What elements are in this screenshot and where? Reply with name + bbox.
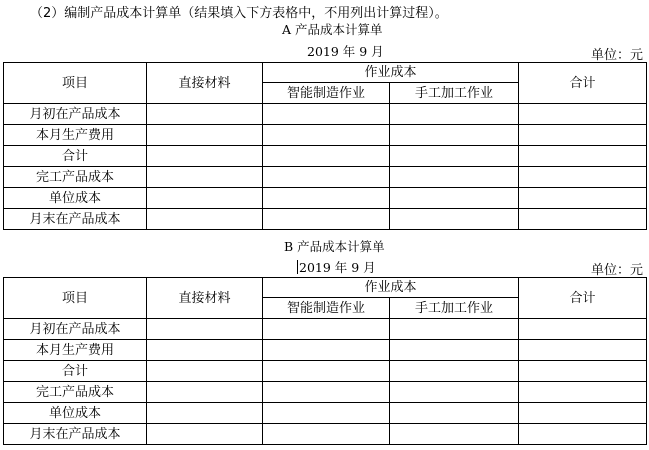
input-cell[interactable]	[263, 382, 390, 403]
input-cell[interactable]	[147, 340, 263, 361]
input-cell[interactable]	[147, 167, 263, 188]
input-cell[interactable]	[263, 319, 390, 340]
row-label: 单位成本	[4, 403, 147, 424]
input-cell[interactable]	[390, 167, 519, 188]
header-operation-cost: 作业成本	[263, 278, 519, 298]
input-cell[interactable]	[390, 424, 519, 445]
table-b-title: B 产品成本计算单	[284, 239, 385, 254]
input-cell[interactable]	[263, 167, 390, 188]
input-cell[interactable]	[263, 125, 390, 146]
table-b-unit: 单位：元	[591, 263, 644, 278]
header-total: 合计	[519, 278, 647, 319]
input-cell[interactable]	[390, 146, 519, 167]
input-cell[interactable]	[519, 125, 647, 146]
input-cell[interactable]	[390, 209, 519, 230]
input-cell[interactable]	[390, 188, 519, 209]
input-cell[interactable]	[390, 319, 519, 340]
input-cell[interactable]	[519, 104, 647, 125]
input-cell[interactable]	[147, 403, 263, 424]
table-row	[4, 361, 647, 382]
header-item: 项目	[4, 63, 147, 104]
table-row	[4, 146, 647, 167]
header-total: 合计	[519, 63, 647, 104]
table-row	[4, 319, 647, 340]
input-cell[interactable]	[263, 188, 390, 209]
table-a	[3, 62, 647, 230]
instruction-text: （2）编制产品成本计算单（结果填入下方表格中，不用列出计算过程）。	[30, 6, 448, 21]
input-cell[interactable]	[519, 209, 647, 230]
table-row	[4, 188, 647, 209]
input-cell[interactable]	[519, 424, 647, 445]
header-smart-manufacturing: 智能制造作业	[263, 83, 390, 104]
row-label: 单位成本	[4, 188, 147, 209]
input-cell[interactable]	[263, 340, 390, 361]
input-cell[interactable]	[147, 424, 263, 445]
input-cell[interactable]	[147, 188, 263, 209]
header-direct-materials: 直接材料	[147, 63, 263, 104]
row-label: 月初在产品成本	[4, 104, 147, 125]
input-cell[interactable]	[147, 319, 263, 340]
row-label: 本月生产费用	[4, 340, 147, 361]
text-cursor	[297, 260, 298, 274]
input-cell[interactable]	[390, 340, 519, 361]
table-b-date	[297, 258, 376, 276]
row-label: 完工产品成本	[4, 167, 147, 188]
row-label: 本月生产费用	[4, 125, 147, 146]
header-item: 项目	[4, 278, 147, 319]
input-cell[interactable]	[147, 104, 263, 125]
input-cell[interactable]	[519, 319, 647, 340]
header-manual-processing: 手工加工作业	[390, 298, 519, 319]
header-direct-materials: 直接材料	[147, 278, 263, 319]
input-cell[interactable]	[147, 382, 263, 403]
input-cell[interactable]	[147, 361, 263, 382]
input-cell[interactable]	[519, 167, 647, 188]
header-smart-manufacturing: 智能制造作业	[263, 298, 390, 319]
table-a-date: 2019 年 9 月	[307, 44, 384, 59]
input-cell[interactable]	[147, 209, 263, 230]
input-cell[interactable]	[390, 403, 519, 424]
input-cell[interactable]	[263, 209, 390, 230]
input-cell[interactable]	[519, 382, 647, 403]
table-row	[4, 125, 647, 146]
input-cell[interactable]	[519, 403, 647, 424]
table-row	[4, 167, 647, 188]
input-cell[interactable]	[147, 146, 263, 167]
input-cell[interactable]	[390, 104, 519, 125]
row-label: 合计	[4, 146, 147, 167]
table-b-date-text: 2019 年 9 月	[299, 260, 376, 275]
input-cell[interactable]	[390, 125, 519, 146]
input-cell[interactable]	[519, 340, 647, 361]
row-label: 月初在产品成本	[4, 319, 147, 340]
input-cell[interactable]	[263, 104, 390, 125]
input-cell[interactable]	[519, 146, 647, 167]
table-b	[3, 277, 647, 445]
input-cell[interactable]	[519, 361, 647, 382]
row-label: 完工产品成本	[4, 382, 147, 403]
row-label: 月末在产品成本	[4, 424, 147, 445]
input-cell[interactable]	[390, 382, 519, 403]
row-label: 月末在产品成本	[4, 209, 147, 230]
table-row	[4, 403, 647, 424]
table-a-title: A 产品成本计算单	[282, 22, 383, 37]
table-row	[4, 382, 647, 403]
table-row	[4, 424, 647, 445]
table-row	[4, 340, 647, 361]
row-label: 合计	[4, 361, 147, 382]
table-row	[4, 209, 647, 230]
input-cell[interactable]	[263, 361, 390, 382]
input-cell[interactable]	[519, 188, 647, 209]
table-row	[4, 104, 647, 125]
input-cell[interactable]	[390, 361, 519, 382]
header-operation-cost: 作业成本	[263, 63, 519, 83]
input-cell[interactable]	[263, 403, 390, 424]
input-cell[interactable]	[147, 125, 263, 146]
table-a-unit: 单位：元	[591, 48, 644, 63]
input-cell[interactable]	[263, 146, 390, 167]
input-cell[interactable]	[263, 424, 390, 445]
header-manual-processing: 手工加工作业	[390, 83, 519, 104]
